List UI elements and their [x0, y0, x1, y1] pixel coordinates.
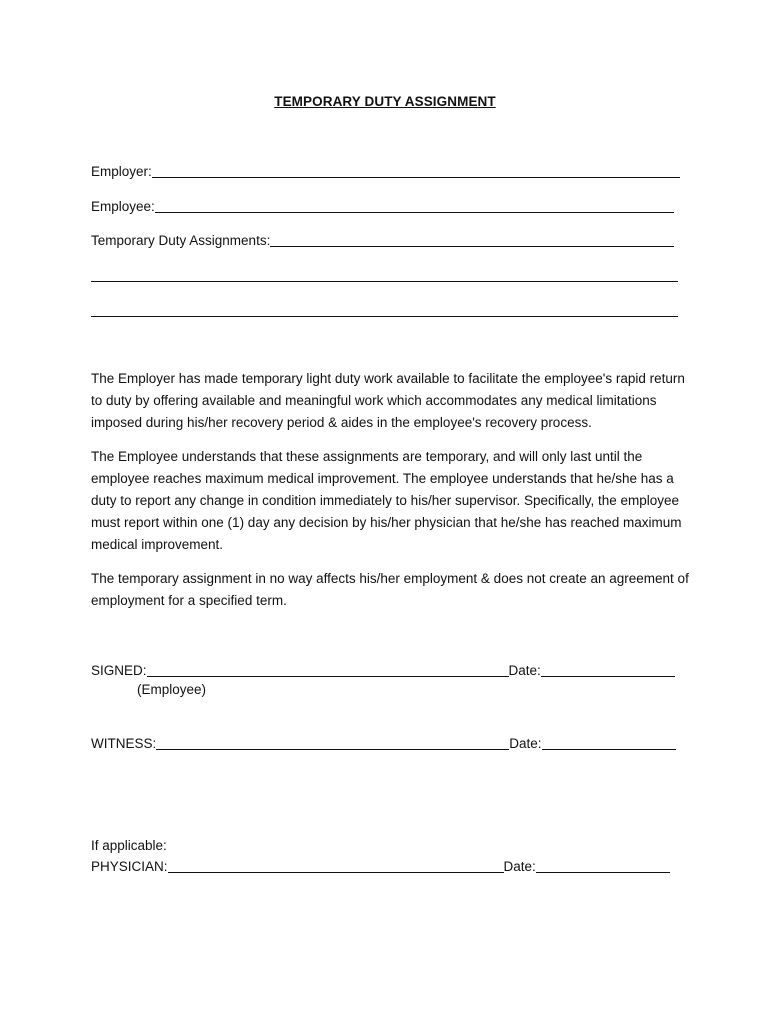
- assignments-line[interactable]: [270, 232, 674, 247]
- employee-field[interactable]: [91, 197, 674, 215]
- employer-field[interactable]: [91, 162, 680, 180]
- witness-date-line[interactable]: [542, 735, 676, 750]
- witness-date-label: Date:: [509, 736, 542, 751]
- physician-row: [91, 857, 670, 875]
- signed-date-label: Date:: [508, 663, 541, 678]
- physician-date-label: Date:: [503, 859, 536, 874]
- if-applicable-label: If applicable:: [91, 838, 167, 853]
- witness-label: WITNESS:: [91, 736, 157, 751]
- assignments-field[interactable]: [91, 231, 674, 249]
- signed-date-line[interactable]: [541, 662, 675, 677]
- signed-row: [91, 661, 675, 679]
- assignments-extra-line-2[interactable]: [91, 316, 678, 317]
- assignments-label: Temporary Duty Assignments:: [91, 233, 271, 248]
- physician-date-line[interactable]: [536, 858, 670, 873]
- physician-label: PHYSICIAN:: [91, 859, 168, 874]
- witness-line[interactable]: [156, 735, 509, 750]
- signed-sublabel: (Employee): [137, 682, 207, 697]
- paragraph-employer-statement: The Employer has made temporary light duty work available to facilitate the employee's rapid return to duty by offering available and meaningful work which accommodates any medical limitations imposed during his/her recovery period & aides in the employee's recovery process.: [91, 371, 685, 430]
- employee-line[interactable]: [155, 198, 674, 213]
- employer-line[interactable]: [152, 163, 680, 178]
- signed-label: SIGNED:: [91, 663, 147, 678]
- signed-line[interactable]: [147, 662, 509, 677]
- document-title: TEMPORARY DUTY ASSIGNMENT: [274, 94, 496, 109]
- assignments-extra-line-1[interactable]: [91, 281, 678, 282]
- paragraph-employee-understanding: The Employee understands that these assignments are temporary, and will only last until the employee reaches maximum medical improvement. The employee understands that he/she has a duty to report any change in condition immediately to his/her supervisor. Specifically, the employee must report within one (1) day any decision by his/her physician that he/she has reached maximum medical improvement.: [91, 449, 682, 552]
- employer-label: Employer:: [91, 164, 152, 179]
- physician-line[interactable]: [168, 858, 504, 873]
- witness-row: [91, 734, 676, 752]
- employee-label: Employee:: [91, 199, 155, 214]
- paragraph-employment-terms: The temporary assignment in no way affects his/her employment & does not create an agreement of employment for a specified term.: [91, 571, 689, 608]
